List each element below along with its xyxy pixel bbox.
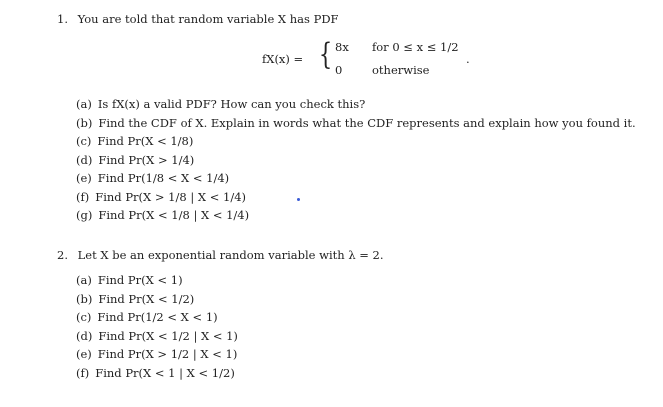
problem2-item [76, 273, 183, 287]
item-text: Find Pr(X < 1 | X < 1/2) [95, 365, 235, 380]
item-label: (a) [76, 273, 92, 287]
item-text: Find Pr(X < 1/2) [98, 291, 195, 306]
item-label: (d) [76, 328, 93, 343]
item-label: (d) [76, 152, 93, 167]
item-label: (b) [76, 115, 93, 130]
item-text: Find Pr(X < 1) [97, 273, 183, 287]
problem2-item [76, 292, 194, 306]
item-label: (e) [76, 171, 92, 185]
item-label: (b) [76, 291, 93, 306]
item-text: Find Pr(X > 1/2 | X < 1) [97, 347, 238, 361]
item-text: Find the CDF of X. Explain in words what the CDF represents and explain how you found it. [98, 115, 636, 130]
item-text: Find Pr(1/2 < X < 1) [97, 310, 218, 324]
problem2-item [76, 329, 238, 343]
item-label: (c) [76, 310, 92, 324]
item-label: (g) [76, 208, 93, 222]
pdf-case2-condition: otherwise [372, 63, 430, 77]
problem-2-number: 2. [57, 248, 68, 262]
item-text: Find Pr(X < 1/8 | X < 1/4) [98, 208, 250, 222]
pdf-case1-condition: for 0 ≤ x ≤ 1/2 [372, 40, 459, 54]
problem1-item [76, 116, 636, 130]
stray-dot [297, 198, 300, 201]
problem2-item [76, 366, 235, 380]
pdf-end: . [466, 52, 470, 66]
item-label: (c) [76, 134, 92, 148]
problem1-item [76, 208, 249, 222]
problem-1-number: 1. [57, 12, 68, 26]
item-text: Find Pr(X > 1/8 | X < 1/4) [95, 189, 246, 204]
item-label: (f) [76, 189, 90, 204]
item-text: Find Pr(1/8 < X < 1/4) [97, 171, 230, 185]
item-label: (e) [76, 347, 92, 361]
item-text: Find Pr(X < 1/2 | X < 1) [98, 328, 238, 343]
pdf-brace: { [318, 37, 333, 72]
item-text: Find Pr(X > 1/4) [98, 152, 195, 167]
problem1-item [76, 97, 365, 111]
item-label: (f) [76, 365, 90, 380]
problem1-item [76, 134, 193, 148]
problem1-item [76, 190, 246, 204]
problem-1-heading [57, 12, 339, 26]
pdf-case1-value: 8x [335, 40, 349, 54]
problem1-item [76, 171, 229, 185]
problem1-item [76, 153, 194, 167]
item-text: Find Pr(X < 1/8) [97, 134, 194, 148]
problem-2-heading [57, 248, 384, 262]
item-label: (a) [76, 97, 92, 111]
problem2-item [76, 347, 237, 361]
problem-2-intro: Let X be an exponential random variable with λ = 2. [77, 248, 384, 262]
item-text: Is fX(x) a valid PDF? How can you check this? [97, 97, 366, 111]
pdf-case2-value: 0 [335, 63, 343, 77]
problem2-item [76, 310, 218, 324]
problem-1-intro: You are told that random variable X has PDF [77, 12, 339, 26]
pdf-lhs: fX(x) = [262, 52, 304, 66]
